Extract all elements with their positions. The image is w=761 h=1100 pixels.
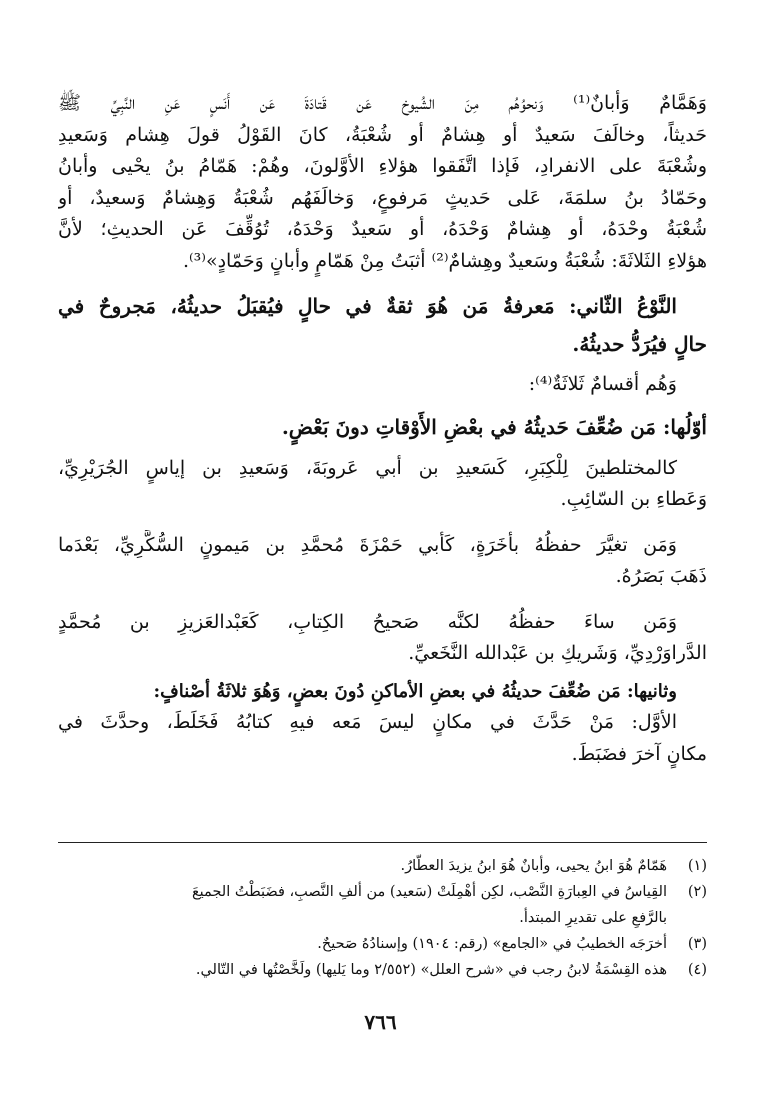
first-section-heading: أوّلُها: مَن ضُعِّفَ حَديثُهُ في بعْضِ الأَوْقاتِ دونَ بَعْضٍ. bbox=[281, 414, 707, 439]
text-line: وَمَن تغيَّرَ حفظُهُ بأخَرَةٍ، كَأبي حَمْزَةَ مُحمَّدِ بن مَيمونٍ السُّكَّرِيِّ، بَعْدَما bbox=[58, 533, 677, 556]
text-line: الدَّراوَرْدِيِّ، وَشَريكِ بن عَبْدالله النَّخَعيِّ. bbox=[408, 642, 707, 664]
changed-memory-paragraph bbox=[58, 530, 707, 593]
footnote-number: (٢) bbox=[687, 884, 707, 900]
footnote bbox=[58, 957, 707, 983]
second-section-heading: وثانيها: مَن ضُعِّفَ حديثُهُ في بعضِ الأماكنِ دُونَ بعضٍ، وَهُوَ ثلاثَةُ أصْنافٍ: bbox=[153, 680, 677, 702]
text-line: وَهَمَّامٌ وَأبانٌ⁽¹⁾ وَنحوُهُم مِنَ الشُيوخ عَن قَتادَةَ عَن أَنَسٍ عَنِ النَّبِيِّ ﷺ bbox=[58, 92, 707, 114]
text-line: وشُعْبَةَ على الانفرادِ، فَإذا اتَّفَقوا هؤلاءِ الأوَّلونَ، وهُمْ: هَمّامُ بنُ يحْيى وأبانُ bbox=[58, 155, 707, 177]
intro-paragraph bbox=[58, 88, 707, 277]
footnote-text: القِياسُ في العِبارَةِ النَّصْب، لكِن أهْمِلَتْ (سَعيد) من ألفِ النَّصبِ، فضَبَطْتُ الجميعَ bbox=[191, 884, 667, 900]
text-line: وَعَطاءِ بن السّائِبِ. bbox=[560, 488, 707, 510]
footnote bbox=[58, 853, 707, 879]
footnote-text: هذه القِسْمَةُ لابنُ رجب في «شرح العلل» (٢/٥٥٢ وما يَليها) ولَخَّصْتُها في التّالي. bbox=[195, 962, 667, 978]
footnote-text: هَمّامٌ هُوَ ابنُ يحيى، وأبانٌ هُوَ ابنُ يزيدَ العطّارُ. bbox=[400, 858, 667, 874]
footnote-text: بالرَّفعِ على تقديرِ المبتدأ. bbox=[519, 910, 667, 926]
text-line: هؤلاءِ الثَلاثَةَ: شُعْبَةُ وسَعيدٌ وهِشامٌ⁽²⁾ أثبَتُ مِنْ هَمّامٍ وأبانٍ وَحَمّادٍ»⁽³⁾. bbox=[182, 249, 707, 272]
heading-line: النَّوْعُ الثّاني: مَعرفةُ مَن هُوَ ثقةٌ في حالٍ فيُقبَلُ حديثُهُ، مَجروحٌ في bbox=[58, 294, 677, 318]
text-line: مكانٍ آخرَ فضَبَطَ. bbox=[571, 742, 707, 765]
first-kind-paragraph bbox=[58, 707, 707, 770]
text-line: ذَهَبَ بَصَرُهُ. bbox=[615, 565, 707, 587]
sections-intro: وَهُم أقسامٌ ثَلاثَةٌ⁽⁴⁾: bbox=[528, 373, 677, 395]
footnote bbox=[58, 931, 707, 957]
text-line: شُعْبَةُ وحْدَهُ، أو هِشامٌ وَحْدَهُ، أو سَعيدٌ وَحْدَهُ، تُوُقِّفَ عَن الحديثِ؛ لأنَّ bbox=[58, 218, 707, 240]
page-number: ٧٦٦ bbox=[364, 1010, 397, 1034]
footnote-text: أخرَجَه الخطيبُ في «الجامع» (رقم: ١٩٠٤) وإسنادُهُ صَحيحٌ. bbox=[317, 936, 667, 952]
text-line: حَديثاً، وخالَفَ سَعيدٌ أو هِشامٌ أو شُعْبَةُ، كانَ القَوْلُ قولَ هِشام وَسَعيدِ bbox=[58, 123, 707, 146]
footnote-number: (١) bbox=[687, 858, 707, 874]
mixed-paragraph bbox=[58, 453, 707, 516]
text-line: وحَمّادُ بنُ سلمَةَ، عَلى حَديثٍ مَرفوعٍ، وَخالَفَهُم شُعْبَةُ وَهِشامٌ وَسعيدٌ، أو bbox=[58, 186, 707, 209]
text-line: وَمَن ساءَ حفظُهُ لكنَّه صَحيحُ الكِتابِ، كَعَبْدالعَزيزِ بن مُحمَّدٍ bbox=[58, 610, 677, 633]
bad-memory-paragraph bbox=[58, 607, 707, 670]
text-line: كالمختلطينَ لِلْكِبَرِ، كَسَعيدِ بن أبي عَروبَةَ، وَسَعيدِ بن إياسٍ الجُرَيْرِيِّ، bbox=[58, 456, 677, 479]
footnote bbox=[58, 879, 707, 931]
text-line: الأوَّل: مَنْ حَدَّثَ في مكانٍ ليسَ مَعه فيهِ كتابُهُ فَخَلَطَ، وحدَّثَ في bbox=[58, 711, 677, 733]
footnote-number: (٤) bbox=[687, 962, 707, 978]
footnotes bbox=[58, 842, 707, 983]
heading-line: حالٍ فيُرَدُّ حديثُهُ. bbox=[572, 332, 707, 356]
footnote-number: (٣) bbox=[687, 936, 707, 952]
type-two-heading bbox=[58, 287, 707, 363]
